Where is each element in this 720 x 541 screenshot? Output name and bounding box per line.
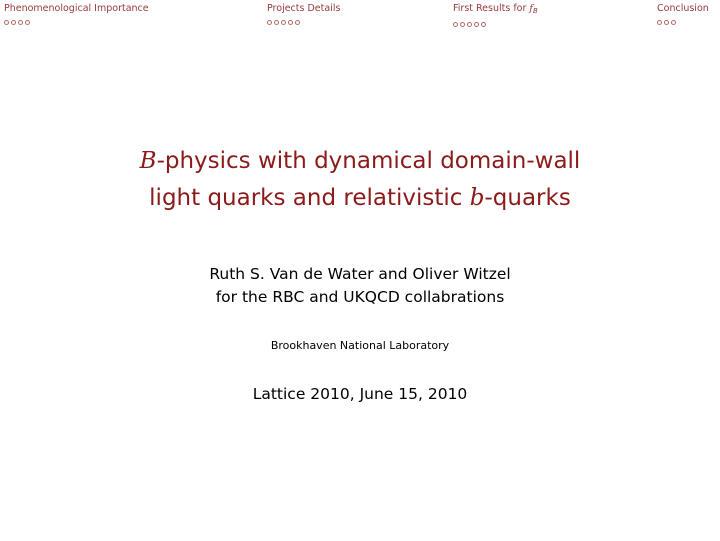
nav-dot[interactable] [460,22,465,27]
nav-link-phenomenological-importance[interactable]: Phenomenological Importance [4,3,149,14]
authors-block [0,263,720,309]
nav-link-first-results[interactable] [453,3,538,17]
nav-label-subscript: B [532,7,538,15]
nav-dot[interactable] [281,20,286,25]
title-symbol-b-lowercase: b [469,185,485,211]
nav-dot[interactable] [288,20,293,25]
nav-dot[interactable] [467,22,472,27]
title-symbol-b-uppercase: B [139,148,157,174]
nav-progress-dots [453,22,538,27]
title-text: light quarks and relativistic [149,185,470,211]
nav-progress-dots [4,20,149,25]
nav-dot[interactable] [481,22,486,27]
author-names: Ruth S. Van de Water and Oliver Witzel [209,265,511,283]
nav-dot[interactable] [474,22,479,27]
nav-label-symbol: f [529,3,533,14]
nav-dot[interactable] [18,20,23,25]
conference-date: Lattice 2010, June 15, 2010 [252,385,468,403]
title-text: -physics with dynamical domain-wall [156,148,581,174]
nav-dot[interactable] [657,20,662,25]
nav-section-phenomenological-importance [4,3,149,25]
slide-title-line-1 [0,143,720,180]
nav-dot[interactable] [664,20,669,25]
collaboration-line: for the RBC and UKQCD collabrations [215,288,505,306]
nav-label-text: First Results for [453,3,530,14]
nav-dot[interactable] [267,20,272,25]
slide-title-line-2 [0,180,720,217]
nav-dot[interactable] [671,20,676,25]
nav-progress-dots [267,20,340,25]
nav-dot[interactable] [4,20,9,25]
nav-dot[interactable] [453,22,458,27]
institution: Brookhaven National Laboratory [270,339,450,352]
nav-section-conclusion [657,3,709,25]
nav-section-projects-details [267,3,340,25]
nav-dot[interactable] [295,20,300,25]
title-text: -quarks [484,185,571,211]
nav-section-first-results [453,3,538,27]
nav-progress-dots [657,20,709,25]
nav-link-conclusion[interactable]: Conclusion [657,3,709,14]
nav-dot[interactable] [11,20,16,25]
nav-link-projects-details[interactable]: Projects Details [267,3,341,14]
nav-dot[interactable] [25,20,30,25]
slide-title [0,143,720,217]
nav-dot[interactable] [274,20,279,25]
navigation-bar [0,0,720,34]
